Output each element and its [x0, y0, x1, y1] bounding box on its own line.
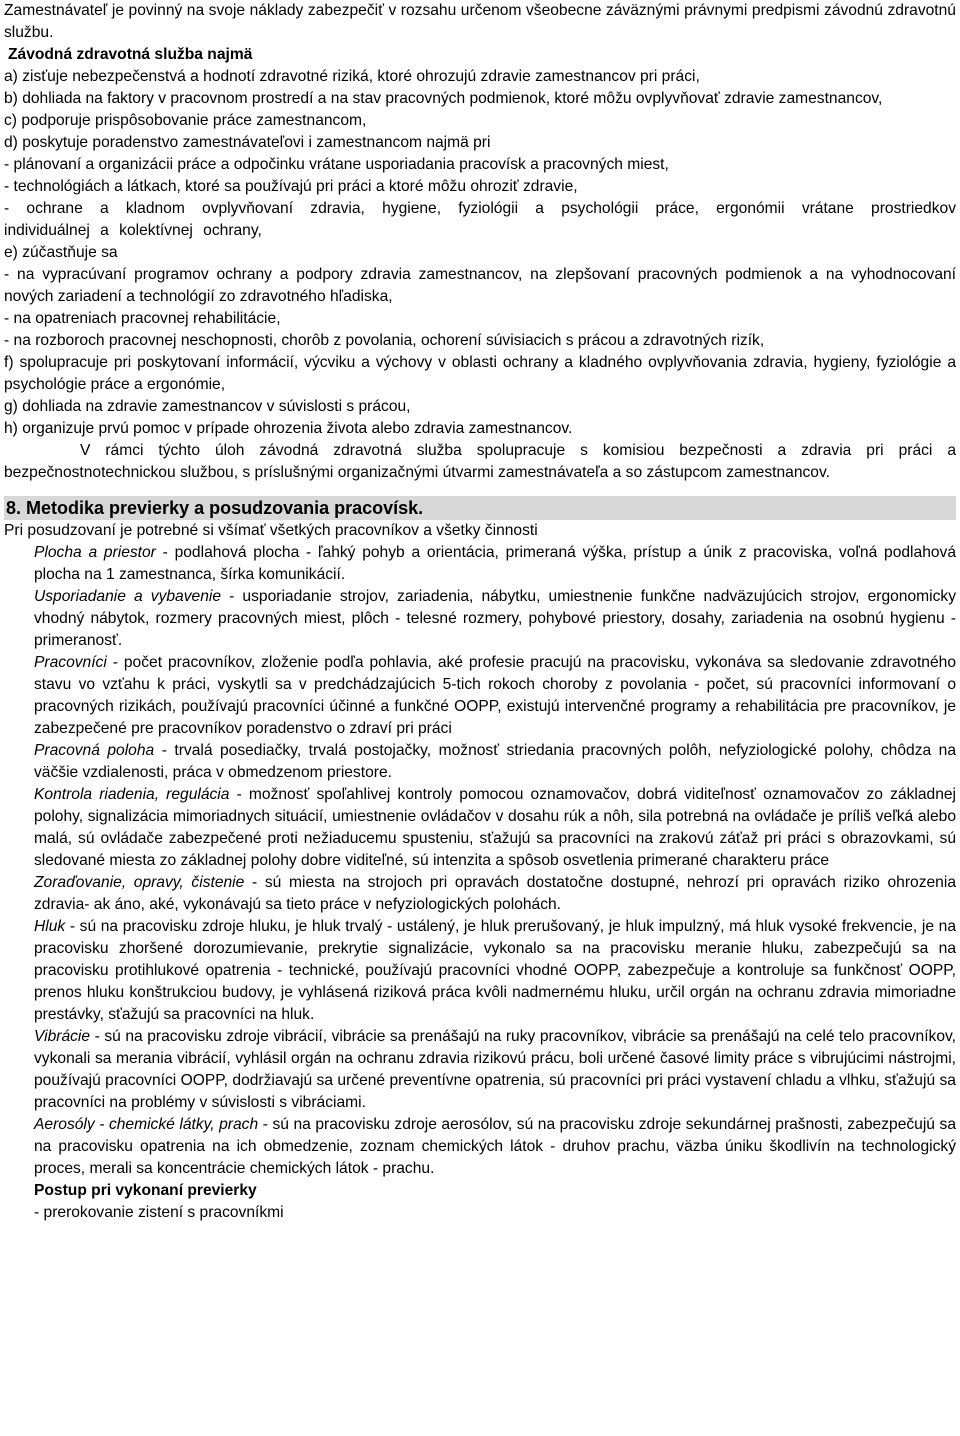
criterion-term: Usporiadanie a vybavenie: [34, 588, 222, 605]
criterion-text: - sú miesta na strojoch pri opravách dostatočne dostupné, nehrozí pri opravách riziko ohrozenia zdravia- ak áno, aké, vykonávajú sa tieto práce v nefyziologických polohách.: [34, 874, 956, 913]
criterion-item: [4, 740, 956, 784]
list-item-e-sub2: - na opatreniach pracovnej rehabilitácie,: [4, 310, 281, 327]
criterion-item: [4, 916, 956, 1026]
criterion-item: [4, 872, 956, 916]
criterion-item: [4, 1026, 956, 1114]
criterion-text: - usporiadanie strojov, zariadenia, nábytku, umiestnenie funkčne nadväzujúcich strojov, ergonomicky vhodný nábytok, rozmery pracovných miest, plôch - telesné rozmery, pohybové priestory, dosahy, zariadenia na osobnú hygienu - primeranosť.: [34, 588, 956, 649]
list-item-b: b) dohliada na faktory v pracovnom prostredí a na stav pracovných podmienok, ktoré môžu ovplyvňovať zdravie zamestnancov,: [4, 90, 883, 107]
list-item-e: e) zúčastňuje sa: [4, 244, 118, 261]
criterion-term: Pracovníci: [34, 654, 107, 671]
criterion-text: - podlahová plocha - ľahký pohyb a orientácia, primeraná výška, prístup a únik z pracoviska, voľná podlahová plocha na 1 zamestnanca, šírka komunikácií.: [34, 544, 957, 583]
criterion-text: - možnosť spoľahlivej kontroly pomocou oznamovačov, dobrá viditeľnosť oznamovačov zo základnej polohy, signalizácia mimoriadnych situácií, umiestnenie ovládačov v dosahu rúk a nôh, sila potrebná na ovládače je príliš veľká alebo malá, sú ovládače zabezpečené proti nežiaducemu spusteniu, sťažujú sa pracovníci na zrakovú záťaž pri práci s obrazovkami, sú sledované miesta zo základnej polohy dobre viditeľné, sú intenzita a spôsob osvetlenia primerané charakteru práce: [34, 786, 957, 869]
list-item-h: h) organizuje prvú pomoc v prípade ohrozenia života alebo zdravia zamestnancov.: [4, 420, 573, 437]
list-item-c: c) podporuje prispôsobovanie práce zamestnancom,: [4, 112, 367, 129]
criteria-list: [4, 542, 956, 1180]
criterion-item: [4, 784, 956, 872]
procedure-heading: Postup pri vykonaní previerky: [34, 1182, 257, 1199]
criterion-item: [4, 542, 956, 586]
criterion-term: Vibrácie: [34, 1028, 91, 1045]
section-lead: Pri posudzovaní je potrebné si všímať všetkých pracovníkov a všetky činnosti: [4, 522, 538, 539]
criterion-text: - sú na pracovisku zdroje hluku, je hluk trvalý - ustálený, je hluk prerušovaný, je hluk impulzný, má hluk vysoké frekvencie, je na pracovisku zhoršené dorozumievanie, prekrytie signalizácie, vykonalo sa na pracovisku meranie hluku, zabezpečujú sa na pracovisku protihlukové opatrenia - technické, používajú pracovníci vhodné OOPP, zabezpečuje a kontroluje sa funkčnosť OOPP, prenos hluku konštrukciou budovy, je vyhlásená riziková práca kvôli nadmernému hluku, určil orgán na ochranu zdravia mimoriadne prestávky, sťažujú sa pracovníci na hluk.: [34, 918, 956, 1023]
criterion-term: Kontrola riadenia, regulácia: [34, 786, 230, 803]
criterion-text: - počet pracovníkov, zloženie podľa pohlavia, aké profesie pracujú na pracovisku, vykonáva sa sledovanie zdravotného stavu vo vzťahu k práci, vyskytli sa v predchádzajúcich 5-tich rokoch choroby z povolania - počet, sú pracovníci informovaní o pracovných rizikách, používajú pracovníci účinné a funkčné OOPP, existujú intervenčné programy a rehabilitácia pre pracovníkov, je zabezpečené pre pracovníkov poradenstvo o zdraví pri práci: [34, 654, 956, 737]
criterion-text: - trvalá posediačky, trvalá postojačky, možnosť striedania pracovných polôh, nefyziologické polohy, chôdza na väčšie vzdialenosti, práca v obmedzenom priestore.: [34, 742, 957, 781]
closing-paragraph: V rámci týchto úloh závodná zdravotná služba spolupracuje s komisiou bezpečnosti a zdravia pri práci a bezpečnostnotechnickou službou, s príslušnými organizačnými útvarmi zamestnávateľa a so zástupcom zamestnancov.: [4, 442, 956, 481]
criterion-text: - sú na pracovisku zdroje aerosólov, sú na pracovisku zdroje sekundárnej prašnosti, zabezpečujú sa na pracovisku opatrenia na ich obmedzenie, zoznam chemických látok - druhov prachu, väzba úniku škodlivín na technologický proces, merali sa koncentrácie chemických látok - prachu.: [34, 1116, 956, 1177]
list-item-d: d) poskytuje poradenstvo zamestnávateľovi i zamestnancom najmä pri: [4, 134, 491, 151]
list-item-e-sub3: - na rozboroch pracovnej neschopnosti, chorôb z povolania, ochorení súvisiacich s prácou a zdravotných rizík,: [4, 332, 765, 349]
list-item-d-sub1: - plánovaní a organizácii práce a odpočinku vrátane usporiadania pracovísk a pracovných miest,: [4, 156, 669, 173]
list-item-d-sub3: - ochrane a kladnom ovplyvňovaní zdravia, hygiene, fyziológii a psychológii práce, ergonómii vrátane prostriedkov individuálnej a kolektívnej ochrany,: [4, 200, 956, 239]
criterion-item: [4, 652, 956, 740]
list-item-g: g) dohliada na zdravie zamestnancov v súvislosti s prácou,: [4, 398, 411, 415]
intro-paragraph: Zamestnávateľ je povinný na svoje náklady zabezpečiť v rozsahu určenom všeobecne záväznými právnymi predpismi závodnú zdravotnú službu.: [4, 2, 956, 41]
list-item-a: a) zisťuje nebezpečenstvá a hodnotí zdravotné riziká, ktoré ohrozujú zdravie zamestnancov pri práci,: [4, 68, 700, 85]
criterion-term: Plocha a priestor: [34, 544, 156, 561]
list-item-e-sub1: - na vypracúvaní programov ochrany a podpory zdravia zamestnancov, na zlepšovaní pracovných podmienok a na vyhodnocovaní nových zariadení a technológií zo zdravotného hľadiska,: [4, 266, 956, 305]
service-heading: Závodná zdravotná služba najmä: [8, 46, 253, 63]
list-item-f: f) spolupracuje pri poskytovaní informácií, výcviku a výchovy v oblasti ochrany a kladného ovplyvňovania zdravia, hygieny, fyziológie a psychológie práce a ergonómie,: [4, 354, 956, 393]
procedure-item: - prerokovanie zistení s pracovníkmi: [34, 1204, 284, 1221]
criterion-term: Hluk: [34, 918, 66, 935]
list-item-d-sub2: - technológiách a látkach, ktoré sa používajú pri práci a ktoré môžu ohroziť zdravie,: [4, 178, 578, 195]
criterion-term: Zoraďovanie, opravy, čistenie: [34, 874, 245, 891]
criterion-term: Aerosóly - chemické látky, prach: [34, 1116, 259, 1133]
criterion-item: [4, 586, 956, 652]
criterion-text: - sú na pracovisku zdroje vibrácií, vibrácie sa prenášajú na ruky pracovníkov, vibrácie sa prenášajú na celé telo pracovníkov, vykonali sa merania vibrácií, vyhlásil orgán na ochranu zdravia rizikovú prácu, boli určené časové limity práce s vibrujúcimi nástrojmi, používajú pracovníci OOPP, dodržiavajú sa určené preventívne opatrenia, sú pracovníci pri práci vystavení chladu a vlhku, sťažujú sa pracovníci na problémy v súvislosti s vibráciami.: [34, 1028, 956, 1111]
section-heading: 8. Metodika previerky a posudzovania pracovísk.: [4, 496, 956, 520]
criterion-item: [4, 1114, 956, 1180]
criterion-term: Pracovná poloha: [34, 742, 155, 759]
